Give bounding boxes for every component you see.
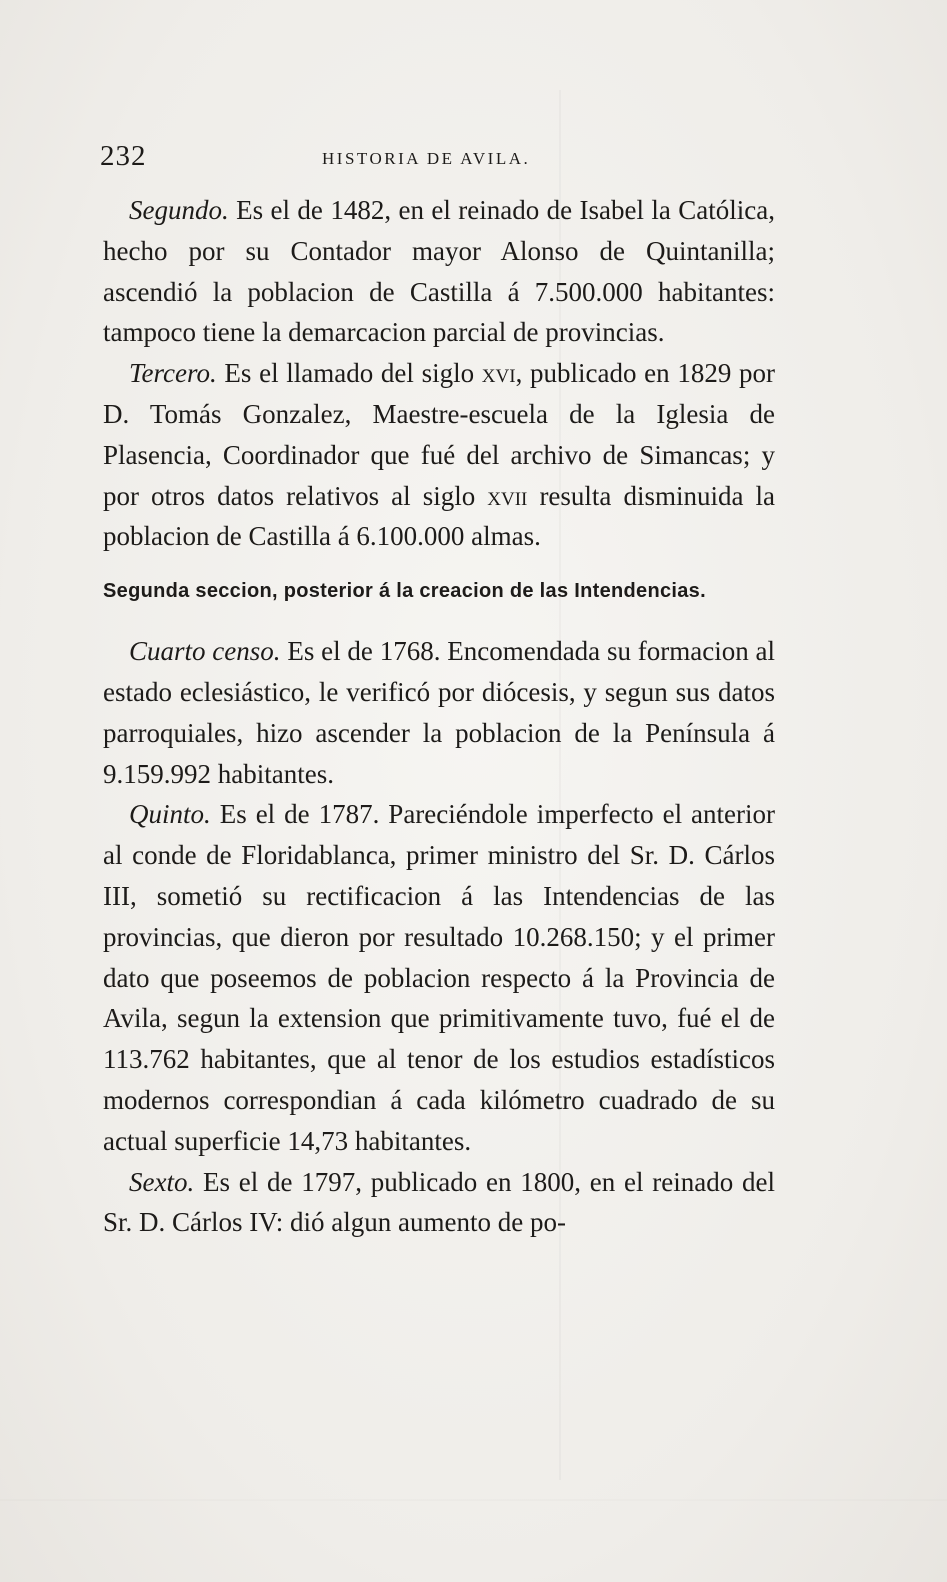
paragraph-text: Es el llamado del siglo: [216, 358, 482, 389]
running-head: HISTORIA DE AVILA.: [322, 149, 531, 168]
paragraph-quinto: [103, 794, 775, 1161]
paragraph-lead: Sexto.: [129, 1166, 195, 1197]
paragraph-tercero: [103, 353, 775, 557]
paragraph-text: Es el de 1482, en el reinado de Isabel la Católica, hecho por su Contador mayor Alonso de Quintanilla; ascendió la poblacion de Castilla á 7.500.000 habitantes: tampoco tiene la demarcacion parcial de provincias.: [103, 195, 775, 348]
paragraph-text: Es el de 1797, publicado en 1800, en el reinado del Sr. D. Cárlos IV: dió algun aumento de po-: [103, 1166, 775, 1238]
paragraph-lead: Quinto.: [129, 799, 211, 830]
page-number: 232: [100, 140, 147, 172]
paragraph-lead: Segundo.: [129, 195, 229, 225]
body-text: [103, 190, 775, 1243]
paragraph-sexto: [103, 1162, 775, 1244]
paragraph-lead: Tercero.: [129, 358, 217, 389]
page-header: [100, 140, 780, 180]
century-numeral: xvii: [487, 480, 528, 511]
paragraph-text: , publicado en 1829 por D. Tomás Gonzalez, Maestre-escuela de la Iglesia de Plasencia, Coordinador que fué del archivo de Simancas; y por otros datos relativos al siglo: [103, 358, 775, 511]
century-numeral: xvi: [481, 358, 516, 389]
paragraph-segundo: [103, 190, 775, 353]
paragraph-text: Es el de 1768. Encomendada su formacion al estado eclesiástico, le verificó por diócesis, y segun sus datos parroquiales, hizo ascender la poblacion de la Península á 9.159.992 habitantes.: [103, 636, 775, 789]
paragraph-lead: Cuarto censo.: [129, 636, 281, 667]
section-heading: Segunda seccion, posterior á la creacion de las Intendencias.: [103, 580, 706, 603]
paragraph-cuarto: [103, 631, 775, 794]
paragraph-text: Es el de 1787. Pareciéndole imperfecto el anterior al conde de Floridablanca, primer ministro del Sr. D. Cárlos III, sometió su rectificacion á las Intendencias de las provincias, que dieron por resultado 10.268.150; y el primer dato que poseemos de poblacion respecto á la Provincia de Avila, segun la extension que primitivamente tuvo, fué el de 113.762 habitantes, que al tenor de los estudios estadísticos modernos correspondian á cada kilómetro cuadrado de su actual superficie 14,73 habitantes.: [103, 799, 775, 1156]
paragraph-text: resulta disminuida la poblacion de Castilla á 6.100.000 almas.: [103, 480, 776, 552]
